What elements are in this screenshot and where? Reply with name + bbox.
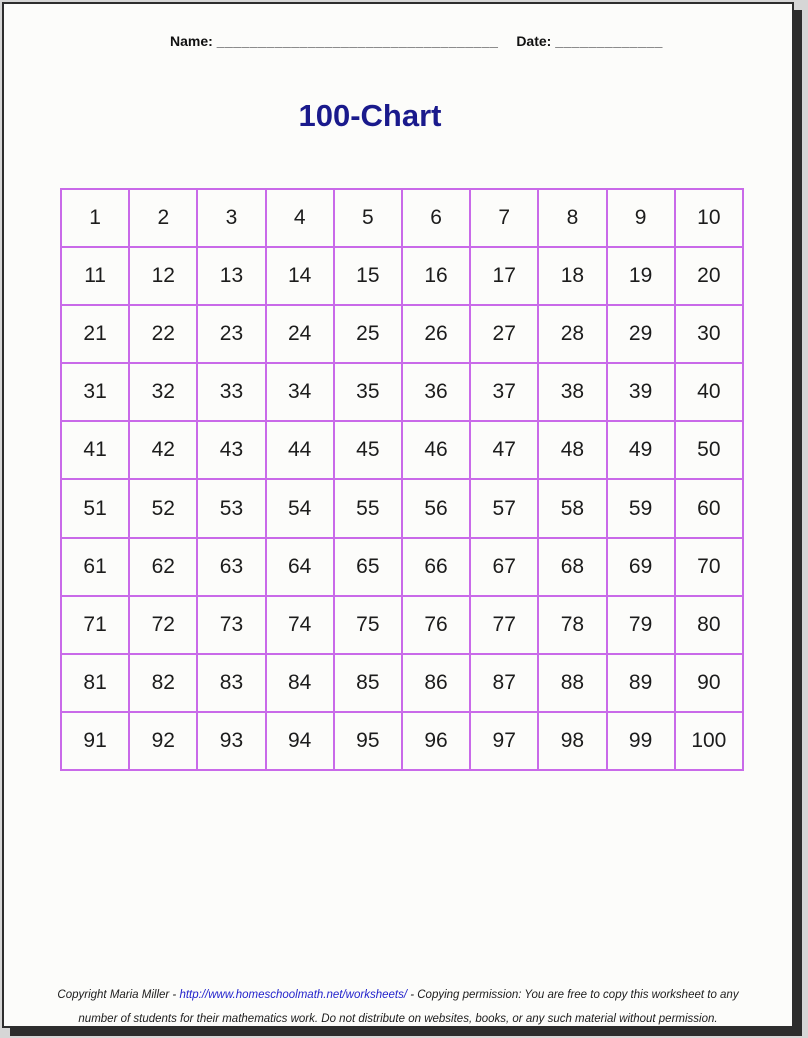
grid-cell: 42	[129, 421, 197, 479]
grid-cell: 25	[334, 305, 402, 363]
grid-cell: 95	[334, 712, 402, 770]
grid-cell: 32	[129, 363, 197, 421]
grid-cell: 60	[675, 479, 743, 537]
date-blank-line: _____________	[555, 33, 663, 49]
grid-cell: 67	[470, 538, 538, 596]
grid-cell: 8	[538, 189, 606, 247]
grid-cell: 54	[266, 479, 334, 537]
grid-cell: 7	[470, 189, 538, 247]
homeschoolmath-link[interactable]: http://www.homeschoolmath.net/worksheets/	[179, 989, 408, 1001]
grid-cell: 91	[61, 712, 129, 770]
header-row	[170, 33, 663, 49]
grid-cell: 100	[675, 712, 743, 770]
grid-row	[61, 654, 743, 712]
grid-cell: 57	[470, 479, 538, 537]
grid-cell: 39	[607, 363, 675, 421]
grid-cell: 73	[197, 596, 265, 654]
grid-cell: 89	[607, 654, 675, 712]
name-blank-line: __________________________________	[216, 33, 499, 49]
grid-cell: 80	[675, 596, 743, 654]
grid-cell: 18	[538, 247, 606, 305]
grid-cell: 61	[61, 538, 129, 596]
grid-cell: 48	[538, 421, 606, 479]
grid-cell: 6	[402, 189, 470, 247]
grid-cell: 51	[61, 479, 129, 537]
grid-cell: 94	[266, 712, 334, 770]
grid-cell: 19	[607, 247, 675, 305]
grid-cell: 65	[334, 538, 402, 596]
grid-row	[61, 189, 743, 247]
grid-cell: 56	[402, 479, 470, 537]
hundred-chart-grid	[60, 188, 744, 771]
grid-cell: 26	[402, 305, 470, 363]
grid-cell: 34	[266, 363, 334, 421]
grid-cell: 75	[334, 596, 402, 654]
grid-cell: 62	[129, 538, 197, 596]
grid-cell: 92	[129, 712, 197, 770]
grid-cell: 28	[538, 305, 606, 363]
copyright-prefix: Copyright Maria Miller -	[57, 989, 180, 1001]
grid-cell: 70	[675, 538, 743, 596]
grid-cell: 86	[402, 654, 470, 712]
grid-cell: 23	[197, 305, 265, 363]
grid-cell: 71	[61, 596, 129, 654]
grid-cell: 40	[675, 363, 743, 421]
grid-cell: 33	[197, 363, 265, 421]
grid-cell: 76	[402, 596, 470, 654]
grid-cell: 5	[334, 189, 402, 247]
grid-cell: 55	[334, 479, 402, 537]
grid-cell: 12	[129, 247, 197, 305]
grid-cell: 74	[266, 596, 334, 654]
grid-cell: 10	[675, 189, 743, 247]
grid-cell: 43	[197, 421, 265, 479]
grid-cell: 2	[129, 189, 197, 247]
grid-cell: 98	[538, 712, 606, 770]
grid-cell: 22	[129, 305, 197, 363]
grid-row	[61, 712, 743, 770]
copyright-line-1	[4, 983, 792, 1007]
grid-cell: 99	[607, 712, 675, 770]
name-label: Name:	[170, 33, 213, 49]
copyright-line-2: number of students for their mathematics work. Do not distribute on websites, books, or any such material without permission.	[78, 1013, 718, 1025]
grid-cell: 41	[61, 421, 129, 479]
grid-cell: 44	[266, 421, 334, 479]
grid-cell: 14	[266, 247, 334, 305]
grid-cell: 15	[334, 247, 402, 305]
grid-row	[61, 538, 743, 596]
grid-cell: 59	[607, 479, 675, 537]
grid-cell: 77	[470, 596, 538, 654]
grid-cell: 9	[607, 189, 675, 247]
grid-cell: 45	[334, 421, 402, 479]
grid-cell: 37	[470, 363, 538, 421]
grid-cell: 83	[197, 654, 265, 712]
hundred-chart-grid-body	[61, 189, 743, 770]
grid-cell: 63	[197, 538, 265, 596]
copyright-footer	[4, 983, 792, 1031]
grid-cell: 29	[607, 305, 675, 363]
grid-cell: 97	[470, 712, 538, 770]
grid-cell: 50	[675, 421, 743, 479]
grid-cell: 96	[402, 712, 470, 770]
grid-cell: 4	[266, 189, 334, 247]
grid-cell: 31	[61, 363, 129, 421]
grid-cell: 52	[129, 479, 197, 537]
grid-cell: 78	[538, 596, 606, 654]
grid-cell: 68	[538, 538, 606, 596]
grid-cell: 13	[197, 247, 265, 305]
grid-row	[61, 479, 743, 537]
grid-cell: 81	[61, 654, 129, 712]
grid-cell: 3	[197, 189, 265, 247]
grid-cell: 64	[266, 538, 334, 596]
grid-cell: 35	[334, 363, 402, 421]
grid-cell: 46	[402, 421, 470, 479]
grid-cell: 79	[607, 596, 675, 654]
copyright-suffix: - Copying permission: You are free to copy this worksheet to any	[407, 989, 739, 1001]
grid-cell: 84	[266, 654, 334, 712]
grid-row	[61, 305, 743, 363]
grid-cell: 17	[470, 247, 538, 305]
grid-cell: 38	[538, 363, 606, 421]
grid-row	[61, 596, 743, 654]
grid-cell: 36	[402, 363, 470, 421]
grid-cell: 1	[61, 189, 129, 247]
grid-row	[61, 247, 743, 305]
grid-cell: 47	[470, 421, 538, 479]
grid-cell: 93	[197, 712, 265, 770]
grid-cell: 72	[129, 596, 197, 654]
grid-cell: 20	[675, 247, 743, 305]
grid-row	[61, 421, 743, 479]
grid-cell: 69	[607, 538, 675, 596]
date-label: Date:	[516, 33, 552, 49]
grid-cell: 30	[675, 305, 743, 363]
grid-cell: 87	[470, 654, 538, 712]
grid-cell: 58	[538, 479, 606, 537]
grid-cell: 85	[334, 654, 402, 712]
grid-cell: 82	[129, 654, 197, 712]
grid-cell: 90	[675, 654, 743, 712]
grid-cell: 27	[470, 305, 538, 363]
worksheet-page	[2, 2, 794, 1028]
grid-cell: 16	[402, 247, 470, 305]
grid-row	[61, 363, 743, 421]
grid-cell: 53	[197, 479, 265, 537]
grid-cell: 11	[61, 247, 129, 305]
grid-cell: 88	[538, 654, 606, 712]
page-title: 100-Chart	[298, 98, 442, 133]
grid-cell: 21	[61, 305, 129, 363]
grid-cell: 49	[607, 421, 675, 479]
grid-cell: 66	[402, 538, 470, 596]
grid-cell: 24	[266, 305, 334, 363]
